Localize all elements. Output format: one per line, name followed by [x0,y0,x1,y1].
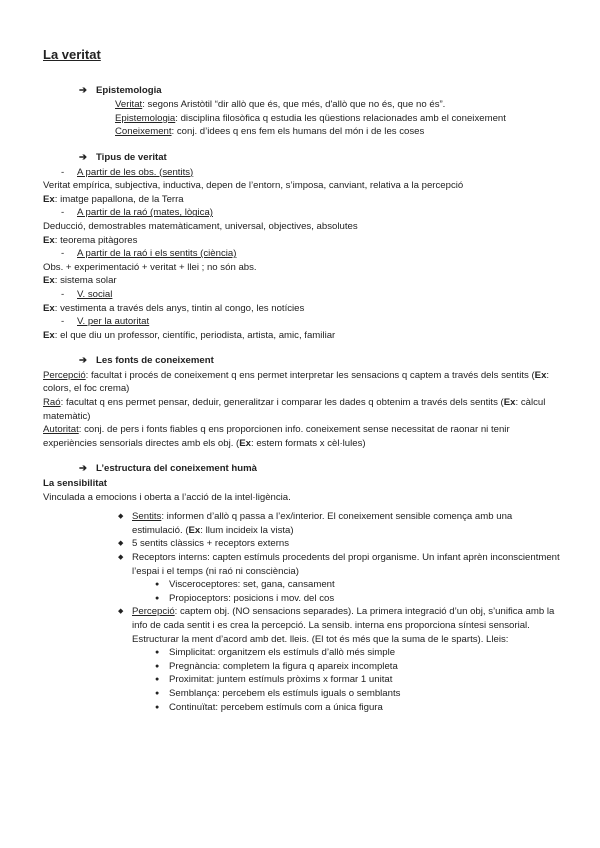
document-title: La veritat [43,47,101,62]
sensibilitat-intro: Vinculada a emocions i oberta a l’acció de la intel·ligència. [43,491,291,503]
document-page [43,48,563,714]
truth-type-desc: Deducció, demostrables matemàticament, universal, objectives, absolutes [43,220,358,232]
truth-type-item: - A partir de la raó i els sentits (ciència) [61,248,237,260]
sublist-item: ● Simplicitat: organitzem els estímuls d’allò més simple [155,646,563,660]
sublist-item: ● Visceroceptores: set, gana, cansament [155,578,563,592]
list-item: ◆ 5 sentits clàssics + receptors externs [118,537,563,551]
source-percepcio: Percepció: facultat i procés de coneixement q ens permet interpretar les sensacions q captem a través dels sentits (Ex: colors, el foc crema) [43,369,550,395]
list-item: ◆ Percepció: captem obj. (NO sensacions separades). La primera integració d’un obj, s’unifica amb la info de cada sentit i es crea la percepció. La sensib. interna ens proporciona síntesi sensorial. Estructurar la ment d’acord amb det. lleis. (El tot és més que la suma de le sparts). Lleis: ● Simplicitat: organitzem els estímuls d’allò més simple ● Pregnància: completem la figura q apareix incompleta ● Proximitat: juntem estímuls pròxims x formar 1 unitat ● Semblança: percebem els estímuls iguals o semblants ● Continuïtat: percebem estímuls com a única figura [118,605,563,714]
sublist-item: ● Propioceptors: posicions i mov. del cos [155,592,563,606]
source-autoritat: Autoritat: conj. de pers i fonts fiables q ens proporcionen info. coneixement sense necessitat de raonar ni tenir experiències sensorials directes amb els obj. (Ex: estem formats x cèl·lules) [43,424,510,449]
sublist [132,578,563,605]
subheading-sensibilitat: La sensibilitat [43,478,107,490]
sublist [132,646,563,714]
sublist-item: ● Semblança: percebem els estímuls iguals o semblants [155,687,563,701]
arrow-icon: ➔ [79,463,88,475]
section-heading-tipus: ➔ Tipus de veritat [79,151,167,163]
truth-type-desc: Obs. + experimentació + veritat + llei ; no són abs. [43,261,257,273]
truth-type-item: - V. social [61,288,113,300]
truth-type-item: - A partir de la raó (mates, lògica) [61,207,213,219]
definition-line: Coneixement: conj. d’idees q ens fem els humans del món i de les coses [115,126,425,138]
definitions-block [115,98,563,139]
truth-type-item: - A partir de les obs. (sentits) [61,166,194,178]
truth-type-desc: Veritat empírica, subjectiva, inductiva, depen de l’entorn, s’imposa, canviant, relativa a la percepció [43,180,464,192]
arrow-icon: ➔ [79,84,88,96]
truth-type-example: Ex: imatge papallona, de la Terra [43,193,184,205]
sublist-item: ● Pregnància: completem la figura q apareix incompleta [155,660,563,674]
truth-type-example: Ex: sistema solar [43,275,117,287]
list-item: ◆ Sentits: informen d’allò q passa a l’ex/interior. El coneixement sensible comença amb una estimulació. (Ex: llum incideix la vista) [118,510,563,537]
arrow-icon: ➔ [79,151,88,163]
section-heading-epistemologia: ➔ Epistemologia [79,84,162,96]
source-rao: Raó: facultat q ens permet pensar, deduir, generalitzar i comparar les dades q obtenim a través dels sentits (Ex: càlcul matemàtic) [43,397,546,422]
sensibilitat-list [43,510,563,714]
truth-type-example: Ex: el que diu un professor, científic, periodista, artista, amic, familiar [43,329,336,341]
truth-type-example: Ex: vestimenta a través dels anys, tintin al congo, les notícies [43,302,305,314]
truth-type-item: - V. per la autoritat [61,316,150,328]
definition-line: Epistemologia: disciplina filosòfica q estudia les qüestions relacionades amb el coneixement [115,112,506,124]
sublist-item: ● Continuïtat: percebem estímuls com a única figura [155,701,563,715]
section-heading-estructura: ➔ L’estructura del coneixement humà [79,463,258,475]
arrow-icon: ➔ [79,355,88,367]
definition-line: Veritat: segons Aristòtil “dir allò que és, que més, d'allò que no és, que no és”. [115,99,446,111]
sublist-item: ● Proximitat: juntem estímuls pròxims x formar 1 unitat [155,673,563,687]
list-item: ◆ Receptors interns: capten estímuls procedents del propi organisme. Un infant aprèn inconscientment l’espai i el temps (ni raó ni consciència) ● Visceroceptores: set, gana, cansament ● Propioceptors: posicions i mov. del cos [118,551,563,605]
section-heading-fonts: ➔ Les fonts de coneixement [79,355,214,367]
truth-type-example: Ex: teorema pitàgores [43,234,138,246]
